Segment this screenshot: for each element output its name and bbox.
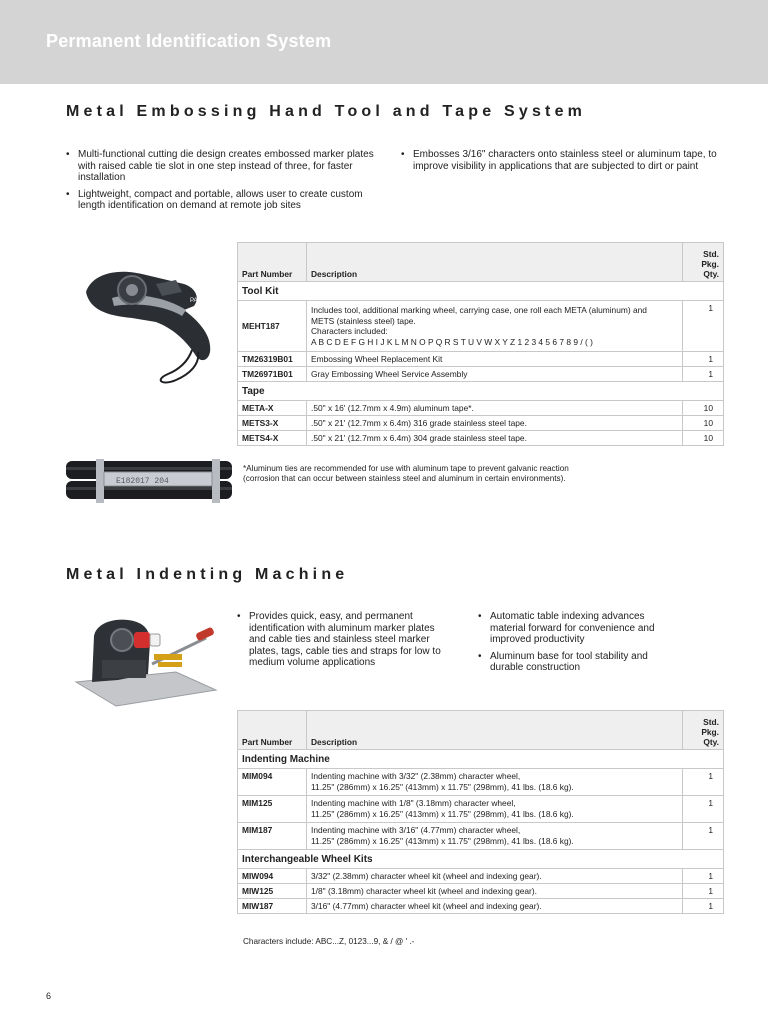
- col-header-description: Description: [307, 711, 683, 750]
- table-group-row: Tape: [238, 382, 724, 401]
- embossing-bullets-left: [66, 149, 374, 217]
- table-group-row: Tool Kit: [238, 282, 724, 301]
- bullet-item: • Multi-functional cutting die design creates embossed marker plates with raised cable tie slot in one step instead of three, for faster installation: [66, 149, 374, 184]
- indenting-bullets-left: [237, 611, 447, 674]
- embossing-parts-table: [237, 242, 724, 446]
- table-row: METS3-X .50" x 21' (12.7mm x 6.4m) 316 grade stainless steel tape. 10: [238, 416, 724, 431]
- bullet-item: • Embosses 3/16" characters onto stainless steel or aluminum tape, to improve visibility in applications that are subjected to dirt or paint: [401, 149, 717, 172]
- table-group-row: Indenting Machine: [238, 750, 724, 769]
- indenting-bullets-right: [478, 611, 658, 679]
- table-row: METS4-X .50" x 21' (12.7mm x 6.4m) 304 grade stainless steel tape. 10: [238, 431, 724, 446]
- header-title: Permanent Identification System: [46, 31, 332, 51]
- table-row: MIW094 3/32" (2.38mm) character wheel kit (wheel and indexing gear). 1: [238, 869, 724, 884]
- col-header-std-pkg-qty: Std. Pkg. Qty.: [683, 711, 724, 750]
- table-group-row: Interchangeable Wheel Kits: [238, 850, 724, 869]
- indenting-footnote: Characters include: ABC...Z, 0123...9, & / @ ' .-: [243, 937, 415, 946]
- table-row: TM26319B01 Embossing Wheel Replacement Kit 1: [238, 352, 724, 367]
- embossing-bullets-right: [401, 149, 731, 177]
- bullet-item: • Aluminum base for tool stability and durable construction: [478, 650, 648, 674]
- indenting-machine-image: [72, 616, 220, 708]
- page-header: [0, 0, 768, 84]
- col-header-description: Description: [307, 243, 683, 282]
- bullet-item: • Lightweight, compact and portable, allows user to create custom length identification on demand at remote job sites: [66, 188, 363, 212]
- table-row: MIW187 3/16" (4.77mm) character wheel kit (wheel and indexing gear). 1: [238, 899, 724, 914]
- bullet-item: • Provides quick, easy, and permanent identification with aluminum marker plates and cable ties and stainless steel marker plates, tags, cable ties and straps for low to medium volume applications: [237, 611, 441, 669]
- cable-marker-text: E182017 204: [116, 477, 169, 486]
- table-row: MIM094 Indenting machine with 3/32" (2.38mm) character wheel, 11.25" (286mm) x 16.25" (413mm) x 11.75" (298mm), 41 lbs. (18.6 kg). 1: [238, 769, 724, 796]
- table-row: TM26971B01 Gray Embossing Wheel Service Assembly 1: [238, 367, 724, 382]
- page-number: 6: [46, 991, 52, 1001]
- col-header-part-number: Part Number: [238, 243, 307, 282]
- bullet-item: • Automatic table indexing advances material forward for convenience and improved productivity: [478, 611, 655, 646]
- table-row: MIM187 Indenting machine with 3/16" (4.77mm) character wheel, 11.25" (286mm) x 16.25" (413mm) x 11.75" (298mm), 41 lbs. (18.6 kg). 1: [238, 823, 724, 850]
- section-title-embossing: Metal Embossing Hand Tool and Tape System: [66, 103, 587, 120]
- col-header-part-number: Part Number: [238, 711, 307, 750]
- svg-text:PANDUIT: PANDUIT: [190, 298, 216, 304]
- table-header-row: [238, 711, 724, 750]
- section-title-indenting: Metal Indenting Machine: [66, 566, 349, 583]
- embossing-footnote: *Aluminum ties are recommended for use with aluminum tape to prevent galvanic reaction (corrosion that can occur between stainless steel and aluminum in certain environments).: [243, 464, 569, 483]
- cable-marker-image: [66, 459, 232, 503]
- table-row: META-X .50" x 16' (12.7mm x 4.9m) aluminum tape*. 10: [238, 401, 724, 416]
- table-row: MIW125 1/8" (3.18mm) character wheel kit (wheel and indexing gear). 1: [238, 884, 724, 899]
- table-header-row: [238, 243, 724, 282]
- embossing-hand-tool-image: [72, 262, 232, 386]
- col-header-std-pkg-qty: Std. Pkg. Qty.: [683, 243, 724, 282]
- table-row: MIM125 Indenting machine with 1/8" (3.18mm) character wheel, 11.25" (286mm) x 16.25" (413mm) x 11.75" (298mm), 41 lbs. (18.6 kg). 1: [238, 796, 724, 823]
- indenting-parts-table: [237, 710, 724, 914]
- table-row: MEHT187 Includes tool, additional marking wheel, carrying case, one roll each META (aluminum) and METS (stainless steel) tape. Characters included: A B C D E F G H I J K L M N O P Q R S T U V W X Y Z 1 2 3 4 5 6 7 8 9 / ( ) 1: [238, 301, 724, 352]
